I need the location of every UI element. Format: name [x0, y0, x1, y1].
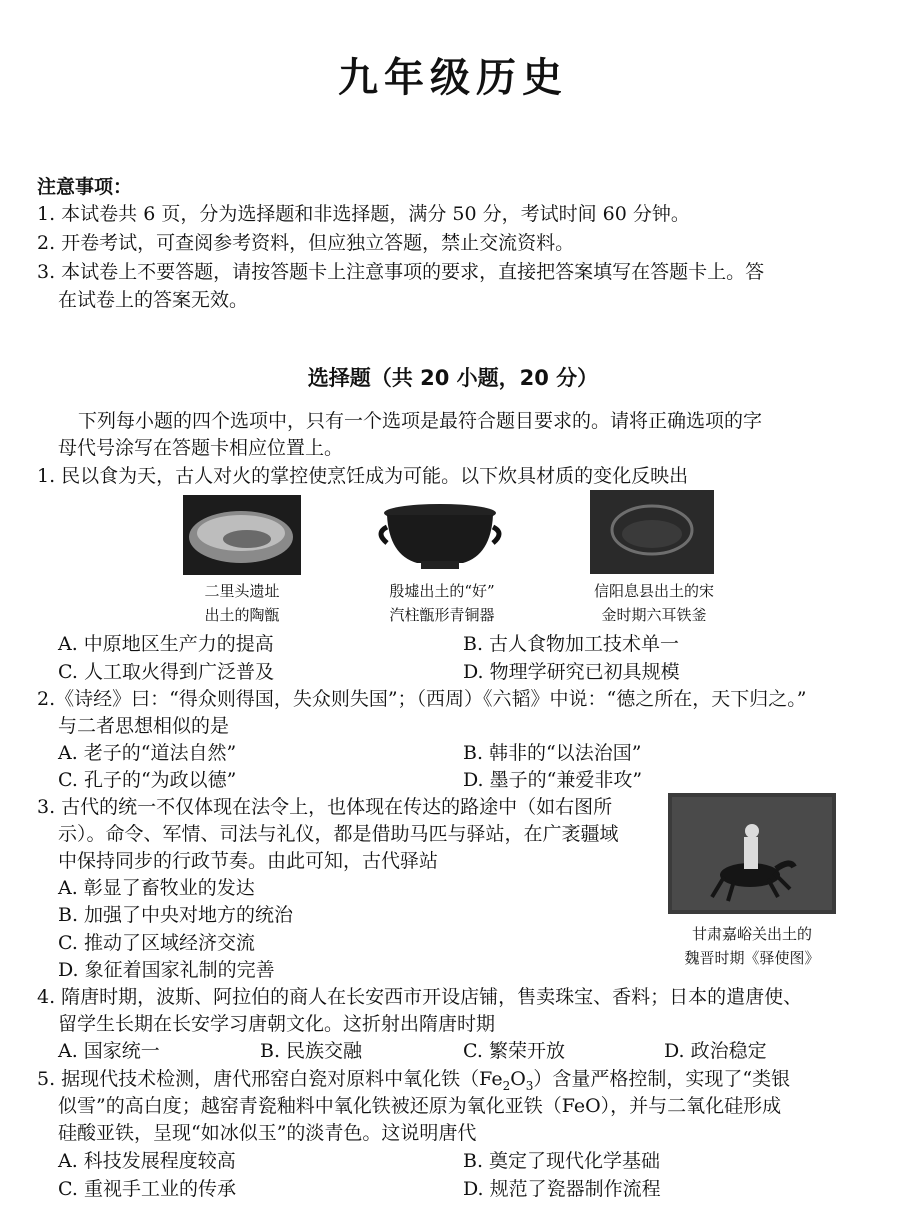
courier-painting-image [668, 793, 836, 914]
option: B. 古人食物加工技术单一 [463, 633, 680, 655]
iron-cauldron-icon [590, 490, 714, 574]
image-caption: 魏晋时期《驿使图》 [684, 949, 820, 967]
option: A. 彰显了畜牧业的发达 [58, 877, 255, 899]
stem-text: ）含量严格控制，实现了“类银 [533, 1068, 791, 1090]
image-caption: 殷墟出土的“好” [389, 582, 495, 600]
image-caption: 汽柱甑形青铜器 [389, 606, 495, 624]
subscript: 3 [525, 1078, 534, 1093]
image-caption: 出土的陶甑 [204, 606, 280, 624]
section-title: 选择题（共 20 小题，20 分） [307, 366, 599, 390]
option: C. 繁荣开放 [463, 1040, 565, 1062]
stem-text: 5. 据现代技术检测，唐代邢窑白瓷对原料中氧化铁（Fe [37, 1068, 503, 1090]
question-3-stem: 示）。命令、军情、司法与礼仪，都是借助马匹与驿站，在广袤疆域 [58, 823, 619, 845]
pottery-steamer-image [183, 495, 301, 575]
option: D. 墨子的“兼爱非攻” [463, 769, 643, 791]
section-intro: 母代号涂写在答题卡相应位置上。 [58, 437, 344, 459]
notice-item: 3. 本试卷上不要答题，请按答题卡上注意事项的要求，直接把答案填写在答题卡上。答 [37, 261, 765, 283]
section-intro: 下列每小题的四个选项中，只有一个选项是最符合题目要求的。请将正确选项的字 [78, 410, 763, 432]
notice-item: 1. 本试卷共 6 页，分为选择题和非选择题，满分 50 分，考试时间 60 分钟。 [37, 203, 690, 225]
option: A. 中原地区生产力的提高 [58, 633, 274, 655]
option: A. 老子的“道法自然” [58, 742, 237, 764]
notice-item: 在试卷上的答案无效。 [58, 289, 249, 311]
question-3-stem: 3. 古代的统一不仅体现在法令上，也体现在传达的路途中（如右图所 [37, 796, 613, 818]
question-4-stem: 留学生长期在长安学习唐朝文化。这折射出隋唐时期 [58, 1013, 496, 1035]
option: C. 人工取火得到广泛普及 [58, 661, 274, 683]
option: A. 科技发展程度较高 [58, 1150, 236, 1172]
option: A. 国家统一 [58, 1040, 160, 1062]
option: B. 奠定了现代化学基础 [463, 1150, 661, 1172]
option: D. 政治稳定 [664, 1040, 767, 1062]
question-2-stem: 2.《诗经》曰：“得众则得国，失众则失国”；（西周）《六韬》中说：“德之所在，天下归之。” [37, 688, 807, 710]
option: D. 物理学研究已初具规模 [463, 661, 680, 683]
image-caption: 金时期六耳铁釜 [601, 606, 707, 624]
iron-cauldron-image [590, 490, 714, 574]
question-2-stem: 与二者思想相似的是 [58, 715, 230, 737]
question-5-stem: 似雪”的高白度；越窑青瓷釉料中氧化铁被还原为氧化亚铁（FeO），并与二氧化硅形成 [58, 1095, 782, 1117]
question-5-stem: 硅酸亚铁，呈现“如冰似玉”的淡青色。这说明唐代 [58, 1122, 477, 1144]
question-3-stem: 中保持同步的行政节奏。由此可知，古代驿站 [58, 850, 439, 872]
image-caption: 二里头遗址 [204, 582, 280, 600]
question-1-stem: 1. 民以食为天，古人对火的掌控使烹饪成为可能。以下炊具材质的变化反映出 [37, 465, 689, 487]
pottery-steamer-icon [183, 495, 301, 575]
page-title: 九年级历史 [338, 55, 568, 101]
option: C. 孔子的“为政以德” [58, 769, 237, 791]
option: B. 加强了中央对地方的统治 [58, 904, 294, 926]
option: D. 象征着国家礼制的完善 [58, 959, 275, 981]
option: B. 民族交融 [260, 1040, 363, 1062]
option: C. 推动了区域经济交流 [58, 932, 255, 954]
subscript: 2 [502, 1078, 511, 1093]
notice-item: 2. 开卷考试，可查阅参考资料，但应独立答题，禁止交流资料。 [37, 232, 575, 254]
notice-heading: 注意事项： [37, 176, 133, 198]
option: B. 韩非的“以法治国” [463, 742, 642, 764]
stem-text: O [510, 1068, 526, 1090]
option: D. 规范了瓷器制作流程 [463, 1178, 661, 1200]
bronze-vessel-icon [375, 497, 505, 577]
image-caption: 信阳息县出土的宋 [593, 582, 714, 600]
image-caption: 甘肃嘉峪关出土的 [691, 925, 812, 943]
option: C. 重视手工业的传承 [58, 1178, 236, 1200]
question-4-stem: 4. 隋唐时期，波斯、阿拉伯的商人在长安西市开设店铺，售卖珠宝、香料；日本的遣唐使、 [37, 986, 803, 1008]
bronze-vessel-image [375, 497, 505, 577]
horse-rider-icon [668, 793, 836, 914]
